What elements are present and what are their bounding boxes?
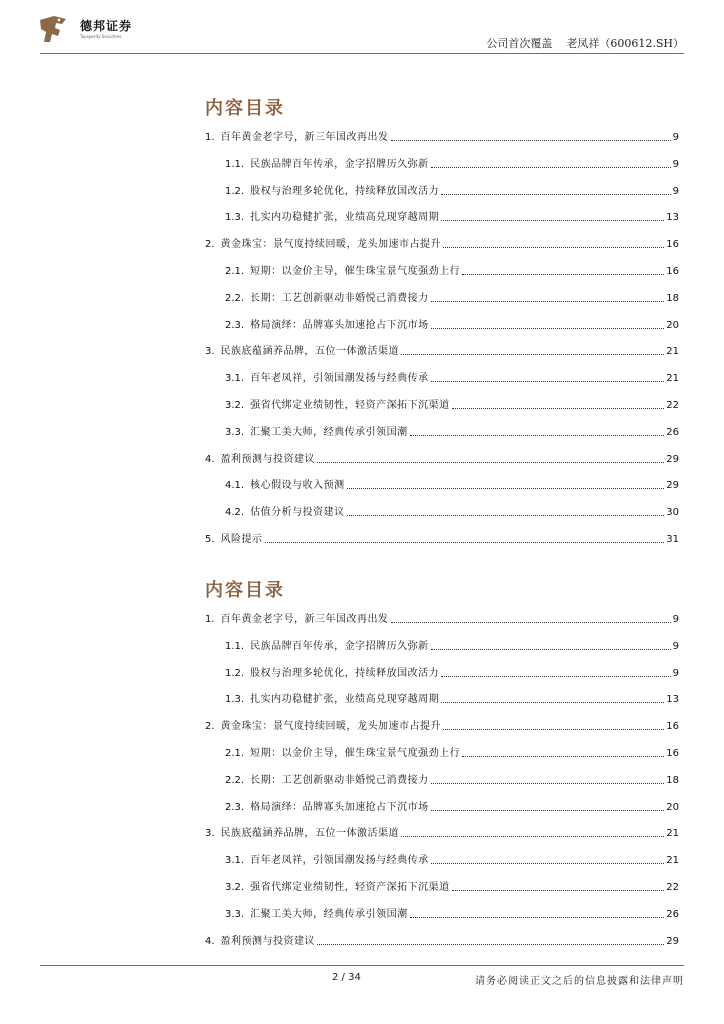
toc-entry-number: 1.2. <box>225 667 245 679</box>
dot-leader <box>443 729 664 730</box>
toc-entry-title: 长期：工艺创新驱动非婚悦己消费接力 <box>250 292 429 304</box>
toc-entry-page: 21 <box>666 855 679 867</box>
toc-entry-number: 4.1. <box>225 480 245 492</box>
toc-entry-page: 9 <box>672 614 679 625</box>
toc-entry-title: 短期：以金价主导，催生珠宝景气度强劲上行 <box>250 266 461 277</box>
toc-entry[interactable] <box>225 478 679 492</box>
toc-entry-page: 13 <box>666 212 679 224</box>
toc-entry-page: 21 <box>666 346 679 358</box>
toc-entry-page: 9 <box>672 185 679 197</box>
toc-entry-page: 20 <box>666 801 679 813</box>
toc-entry-page: 29 <box>666 480 679 492</box>
toc-entry-title: 扎实内功稳健扩张，业绩高兑现穿越周期 <box>250 694 440 706</box>
dot-leader <box>431 863 665 864</box>
toc-entry-number: 2.1. <box>225 748 245 759</box>
toc-entry-title: 估值分析与投资建议 <box>250 507 345 519</box>
toc-entry-page: 18 <box>666 292 679 304</box>
toc-entry-title: 风险提示 <box>220 534 263 545</box>
company-logo-icon <box>38 14 68 44</box>
toc-entry-title: 强省代绑定业绩韧性，轻资产深拓下沉渠道 <box>250 882 450 893</box>
toc-title: 内容目录 <box>205 98 285 119</box>
toc-entry-page: 26 <box>666 426 679 438</box>
dot-leader <box>431 381 665 382</box>
brand-name-en: Topsperity Securities <box>80 34 122 39</box>
dot-leader <box>317 462 664 463</box>
toc-entry[interactable] <box>225 880 679 894</box>
toc-entry-page: 9 <box>672 158 679 170</box>
dot-leader <box>317 944 664 945</box>
toc-entry-title: 百年老凤祥，引领国潮发扬与经典传承 <box>250 373 429 385</box>
toc-entry[interactable] <box>225 800 679 814</box>
toc-entry[interactable] <box>225 371 679 385</box>
dot-leader <box>431 649 671 650</box>
dot-leader <box>431 167 671 168</box>
toc-entry-number: 3.3. <box>225 908 245 920</box>
toc-entry[interactable] <box>225 666 679 680</box>
toc-entry-number: 1.1. <box>225 640 245 652</box>
toc-entry[interactable] <box>205 934 679 948</box>
toc-entry[interactable] <box>225 425 679 439</box>
toc-entry-title: 民族底蕴涵养品牌，五位一体激活渠道 <box>220 828 400 840</box>
dot-leader <box>443 247 664 248</box>
toc-entry-number: 1.2. <box>225 185 245 197</box>
footer-divider <box>40 965 684 966</box>
toc-entry[interactable] <box>205 826 679 840</box>
toc-entry-number: 2. <box>205 721 215 733</box>
toc-entry-title: 强省代绑定业绩韧性，轻资产深拓下沉渠道 <box>250 400 450 411</box>
toc-entry-page: 16 <box>666 721 679 733</box>
toc-entry[interactable] <box>225 398 679 412</box>
toc-entry-title: 格局演绎：品牌寡头加速抢占下沉市场 <box>250 319 429 331</box>
toc-entry-number: 4.2. <box>225 507 245 519</box>
dot-leader <box>391 622 671 623</box>
dot-leader <box>401 354 664 355</box>
toc-entry-title: 盈利预测与投资建议 <box>220 935 316 947</box>
toc-entry-title: 黄金珠宝：景气度持续回暖，龙头加速市占提升 <box>220 721 442 733</box>
toc-entry-page: 16 <box>666 266 679 277</box>
toc-entry-title: 百年老凤祥，引领国潮发扬与经典传承 <box>250 855 429 867</box>
toc-entry-number: 3.3. <box>225 426 245 438</box>
toc-entry-number: 2.2. <box>225 774 245 786</box>
toc-entry-number: 4. <box>205 935 215 947</box>
toc-entry[interactable] <box>225 692 679 706</box>
toc-entry-title: 股权与治理多轮优化，持续释放国改活力 <box>250 667 440 679</box>
report-type: 公司首次覆盖 <box>486 37 553 50</box>
toc-entry-title: 汇聚工美大师，经典传承引领国潮 <box>250 908 408 920</box>
toc-entry-number: 1. <box>205 132 215 143</box>
toc-entry-title: 盈利预测与投资建议 <box>220 453 316 465</box>
toc-entry-title: 核心假设与收入预测 <box>250 480 345 492</box>
toc-entry-page: 30 <box>666 507 679 519</box>
toc-entry[interactable] <box>225 907 679 921</box>
toc-entry[interactable] <box>225 746 679 760</box>
toc-entry-title: 民族品牌百年传承，金字招牌历久弥新 <box>250 158 429 170</box>
dot-leader <box>441 220 664 221</box>
toc-entry-number: 2.3. <box>225 319 245 331</box>
toc-entry[interactable] <box>205 532 679 546</box>
dot-leader <box>431 783 665 784</box>
toc-entry[interactable] <box>205 452 679 466</box>
toc-entry-page: 16 <box>666 239 679 251</box>
toc-entry[interactable] <box>225 291 679 305</box>
toc-entry-title: 黄金珠宝：景气度持续回暖，龙头加速市占提升 <box>220 239 442 251</box>
toc-entry-number: 3.1. <box>225 373 245 385</box>
toc-entry[interactable] <box>225 505 679 519</box>
toc-entry[interactable] <box>225 318 679 332</box>
toc-entry-title: 短期：以金价主导，催生珠宝景气度强劲上行 <box>250 748 461 759</box>
toc-entry[interactable] <box>225 184 679 198</box>
toc-entry-title: 股权与治理多轮优化，持续释放国改活力 <box>250 185 440 197</box>
toc-entry-page: 13 <box>666 694 679 706</box>
brand-block <box>80 20 132 40</box>
toc-entry[interactable] <box>225 853 679 867</box>
toc-entry-page: 9 <box>672 640 679 652</box>
toc-entry-number: 3. <box>205 828 215 840</box>
toc-entry-title: 格局演绎：品牌寡头加速抢占下沉市场 <box>250 801 429 813</box>
toc-entry[interactable] <box>225 264 679 278</box>
toc-entry[interactable] <box>205 719 679 733</box>
dot-leader <box>431 328 665 329</box>
toc-entry-number: 3.2. <box>225 400 245 411</box>
toc-entry-number: 3. <box>205 346 215 358</box>
toc-entry-page: 22 <box>666 882 679 893</box>
report-heading <box>486 35 684 51</box>
toc-entry-page: 9 <box>672 132 679 143</box>
toc-entry[interactable] <box>205 612 679 626</box>
dot-leader <box>441 194 671 195</box>
toc-entry-number: 3.1. <box>225 855 245 867</box>
toc-entry-title: 民族品牌百年传承，金字招牌历久弥新 <box>250 640 429 652</box>
header-divider <box>40 53 684 54</box>
toc-entry-page: 22 <box>666 400 679 411</box>
page-number: 2 / 34 <box>332 972 361 983</box>
dot-leader <box>410 435 665 436</box>
toc-entry-page: 9 <box>672 667 679 679</box>
toc-entry-page: 29 <box>666 453 679 465</box>
dot-leader <box>347 515 665 516</box>
toc-entry-page: 26 <box>666 908 679 920</box>
dot-leader <box>452 890 665 891</box>
toc-entry-page: 31 <box>666 534 679 545</box>
toc-entry-number: 3.2. <box>225 882 245 893</box>
toc-entry-title: 汇聚工美大师，经典传承引领国潮 <box>250 426 408 438</box>
toc-entry-title: 扎实内功稳健扩张，业绩高兑现穿越周期 <box>250 212 440 224</box>
dot-leader <box>431 301 665 302</box>
dot-leader <box>431 810 665 811</box>
toc-entry-number: 5. <box>205 534 215 545</box>
toc-entry-number: 4. <box>205 453 215 465</box>
toc-entry[interactable] <box>205 237 679 251</box>
dot-leader <box>265 542 665 543</box>
brand-name: 德邦证券 <box>80 19 133 33</box>
toc-entry-number: 1.3. <box>225 694 245 706</box>
toc-entry-number: 2.3. <box>225 801 245 813</box>
dot-leader <box>441 676 671 677</box>
dot-leader <box>441 702 664 703</box>
toc-entry-number: 2. <box>205 239 215 251</box>
disclaimer-note: 请务必阅读正文之后的信息披露和法律声明 <box>475 976 684 987</box>
toc-entry[interactable] <box>225 157 679 171</box>
dot-leader <box>401 836 664 837</box>
toc-entry[interactable] <box>225 773 679 787</box>
toc-entry[interactable] <box>205 344 679 358</box>
toc-entry-page: 21 <box>666 828 679 840</box>
toc-entry-title: 民族底蕴涵养品牌，五位一体激活渠道 <box>220 346 400 358</box>
dot-leader <box>410 917 665 918</box>
toc-entry-page: 21 <box>666 373 679 385</box>
toc-entry-page: 29 <box>666 935 679 947</box>
dot-leader <box>462 756 664 757</box>
dot-leader <box>452 408 665 409</box>
toc-entry-title: 长期：工艺创新驱动非婚悦己消费接力 <box>250 774 429 786</box>
toc-entry-page: 18 <box>666 774 679 786</box>
toc-entry-title: 百年黄金老字号，新三年国改再出发 <box>220 614 389 625</box>
company-ticker: 老凤祥（600612.SH） <box>566 37 684 50</box>
toc-entry[interactable] <box>205 130 679 144</box>
toc-entry-number: 1.3. <box>225 212 245 224</box>
dot-leader <box>347 488 665 489</box>
toc-entry-number: 2.2. <box>225 292 245 304</box>
toc-entry-page: 16 <box>666 748 679 759</box>
toc-entry[interactable] <box>225 639 679 653</box>
toc-entry-number: 2.1. <box>225 266 245 277</box>
toc-entry-page: 20 <box>666 319 679 331</box>
toc-entry-title: 百年黄金老字号，新三年国改再出发 <box>220 132 389 143</box>
toc-entry[interactable] <box>225 210 679 224</box>
page-header <box>0 0 724 60</box>
dot-leader <box>462 274 664 275</box>
toc-entry-number: 1. <box>205 614 215 625</box>
toc-entry-number: 1.1. <box>225 158 245 170</box>
toc-title: 内容目录 <box>205 580 285 601</box>
dot-leader <box>391 140 671 141</box>
